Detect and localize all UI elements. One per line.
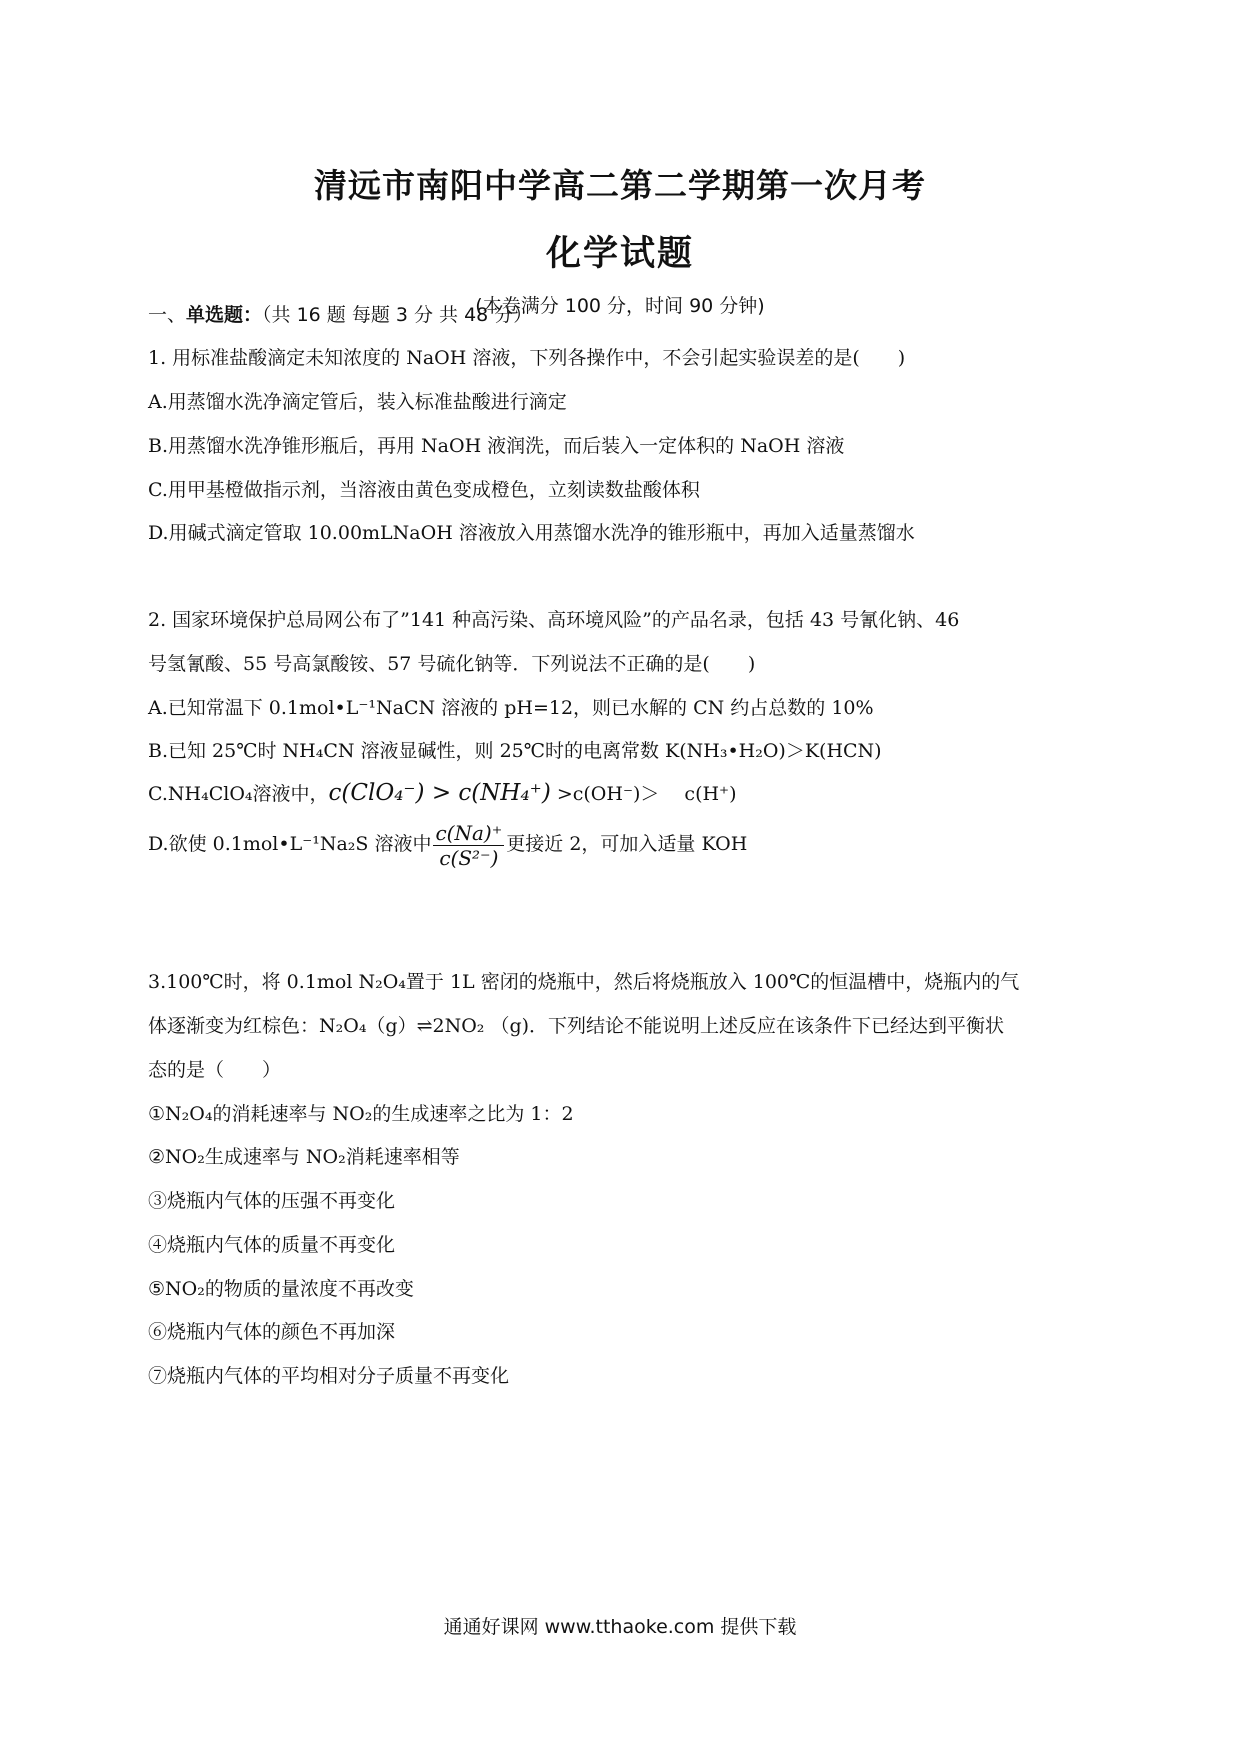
q2-option-d [148, 814, 747, 874]
section-heading [148, 302, 532, 328]
q3-stem-line3: 态的是（ ） [148, 1059, 282, 1081]
q2-option-c-prefix: C.NH₄ClO₄溶液中， [148, 783, 329, 805]
q2-option-c-suffix: >c(OH⁻)＞ c(H⁺) [550, 783, 737, 805]
q2-stem-line2: 号氢氰酸、55 号高氯酸铵、57 号硫化钠等．下列说法不正确的是( ) [148, 653, 756, 675]
q1-stem: 1. 用标准盐酸滴定未知浓度的 NaOH 溶液，下列各操作中，不会引起实验误差的是( ) [148, 347, 906, 369]
exam-subject: 化学试题 [545, 234, 694, 274]
q2-option-c-formula: c(ClO₄⁻) > c(NH₄⁺) [328, 780, 551, 806]
q2-option-d-prefix: D.欲使 0.1mol•L⁻¹Na₂S 溶液中 [148, 833, 432, 855]
q3-item: ⑤NO₂的物质的量浓度不再改变 [148, 1278, 414, 1300]
q3-stem-line2: 体逐渐变为红棕色：N₂O₄（g）⇌2NO₂ （g)．下列结论不能说明上述反应在该条件下已经达到平衡状 [148, 1015, 1005, 1037]
exam-title: 清远市南阳中学高二第二学期第一次月考 [314, 166, 926, 205]
q2-option-d-suffix: 更接近 2，可加入适量 KOH [506, 833, 748, 855]
exam-info: (本卷满分 100 分，时间 90 分钟) [475, 295, 765, 317]
q2-option-c [148, 780, 737, 807]
q3-item: ⑥烧瓶内气体的颜色不再加深 [148, 1321, 396, 1343]
q3-stem-line1: 3.100℃时，将 0.1mol N₂O₄置于 1L 密闭的烧瓶中，然后将烧瓶放入 100℃的恒温槽中，烧瓶内的气 [148, 971, 1020, 993]
q3-item: ④烧瓶内气体的质量不再变化 [148, 1234, 396, 1256]
section-prefix: 一、 [148, 304, 187, 326]
q1-option-b: B.用蒸馏水洗净锥形瓶后，再用 NaOH 液润洗，而后装入一定体积的 NaOH 溶液 [148, 435, 845, 457]
fraction-numerator: c(Na)⁺ [435, 820, 503, 845]
q1-option-c: C.用甲基橙做指示剂，当溶液由黄色变成橙色，立刻读数盐酸体积 [148, 479, 700, 501]
q3-item: ⑦烧瓶内气体的平均相对分子质量不再变化 [148, 1365, 510, 1387]
q1-option-d: D.用碱式滴定管取 10.00mLNaOH 溶液放入用蒸馏水洗净的锥形瓶中，再加入适量蒸馏水 [148, 522, 915, 544]
q3-item: ②NO₂生成速率与 NO₂消耗速率相等 [148, 1146, 460, 1168]
q1-option-a: A.用蒸馏水洗净滴定管后，装入标准盐酸进行滴定 [148, 391, 567, 413]
q2-option-d-fraction [433, 821, 504, 870]
section-detail: （共 16 题 每题 3 分 共 48 分） [262, 304, 533, 326]
footer-source: 通通好课网 www.tthaoke.com 提供下载 [443, 1616, 797, 1638]
q2-stem-line1: 2. 国家环境保护总局网公布了”141 种高污染、高环境风险”的产品名录，包括 43 号氰化钠、46 [148, 609, 960, 631]
fraction-denominator: c(S²⁻) [439, 845, 499, 870]
q2-option-b: B.已知 25℃时 NH₄CN 溶液显碱性，则 25℃时的电离常数 K(NH₃•H₂O)＞K(HCN) [148, 740, 882, 762]
q3-item: ①N₂O₄的消耗速率与 NO₂的生成速率之比为 1：2 [148, 1103, 574, 1125]
q2-option-a: A.已知常温下 0.1mol•L⁻¹NaCN 溶液的 pH=12，则已水解的 CN 约占总数的 10% [148, 697, 874, 719]
q3-item: ③烧瓶内气体的压强不再变化 [148, 1190, 396, 1212]
section-title: 单选题： [186, 304, 263, 326]
